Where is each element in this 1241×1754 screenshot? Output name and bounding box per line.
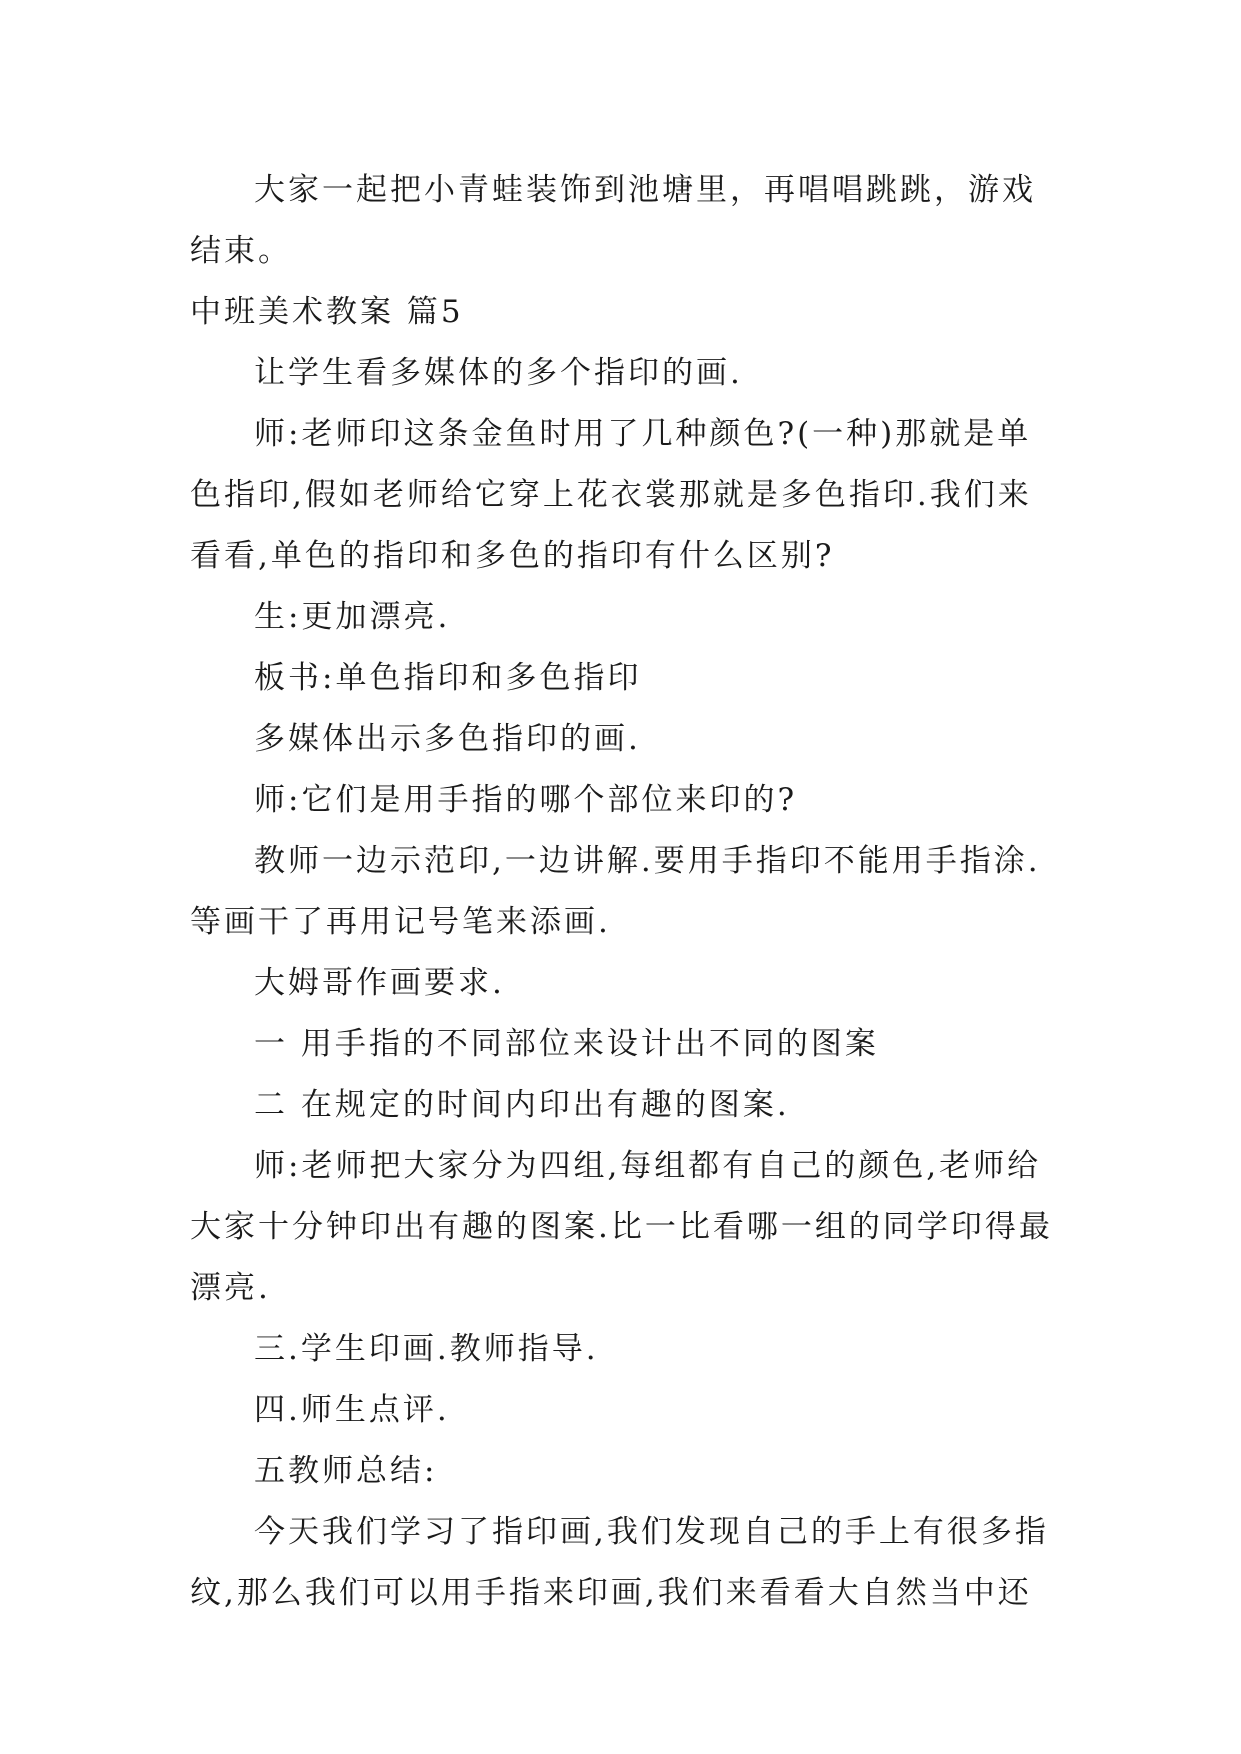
paragraph-step-three: 三.学生印画.教师指导.	[254, 1331, 599, 1367]
paragraph-step-four: 四.师生点评.	[254, 1392, 450, 1428]
paragraph-requirement-two: 二 在规定的时间内印出有趣的图案.	[254, 1087, 790, 1123]
paragraph-teacher-goldfish: 师:老师印这条金鱼时用了几种颜色?(一种)那就是单色指印,假如老师给它穿上花衣裳那就是多色指印.我们来看看,单色的指印和多色的指印有什么区别?	[190, 416, 1032, 574]
paragraph-demonstration: 教师一边示范印,一边讲解.要用手指印不能用手指涂.等画干了再用记号笔来添画.	[190, 843, 1041, 940]
paragraph-step-five: 五教师总结:	[254, 1453, 438, 1489]
paragraph-requirement-one: 一 用手指的不同部位来设计出不同的图案	[254, 1026, 879, 1062]
document-body	[190, 160, 1060, 1624]
paragraph-teacher-groups: 师:老师把大家分为四组,每组都有自己的颜色,老师给大家十分钟印出有趣的图案.比一比看哪一组的同学印得最漂亮.	[190, 1148, 1053, 1306]
paragraph-multimedia-prints: 让学生看多媒体的多个指印的画.	[254, 355, 743, 391]
paragraph-summary: 今天我们学习了指印画,我们发现自己的手上有很多指纹,那么我们可以用手指来印画,我们来看看大自然当中还	[190, 1514, 1049, 1611]
paragraph-multimedia-color: 多媒体出示多色指印的画.	[254, 721, 641, 757]
paragraph-requirements: 大姆哥作画要求.	[254, 965, 505, 1001]
section-heading: 中班美术教案 篇5	[190, 294, 464, 330]
paragraph-teacher-question: 师:它们是用手指的哪个部位来印的?	[254, 782, 798, 818]
paragraph-blackboard: 板书:单色指印和多色指印	[254, 660, 642, 696]
paragraph-frog-game-end: 大家一起把小青蛙装饰到池塘里，再唱唱跳跳，游戏结束。	[190, 172, 1036, 269]
paragraph-student-answer: 生:更加漂亮.	[254, 599, 451, 635]
